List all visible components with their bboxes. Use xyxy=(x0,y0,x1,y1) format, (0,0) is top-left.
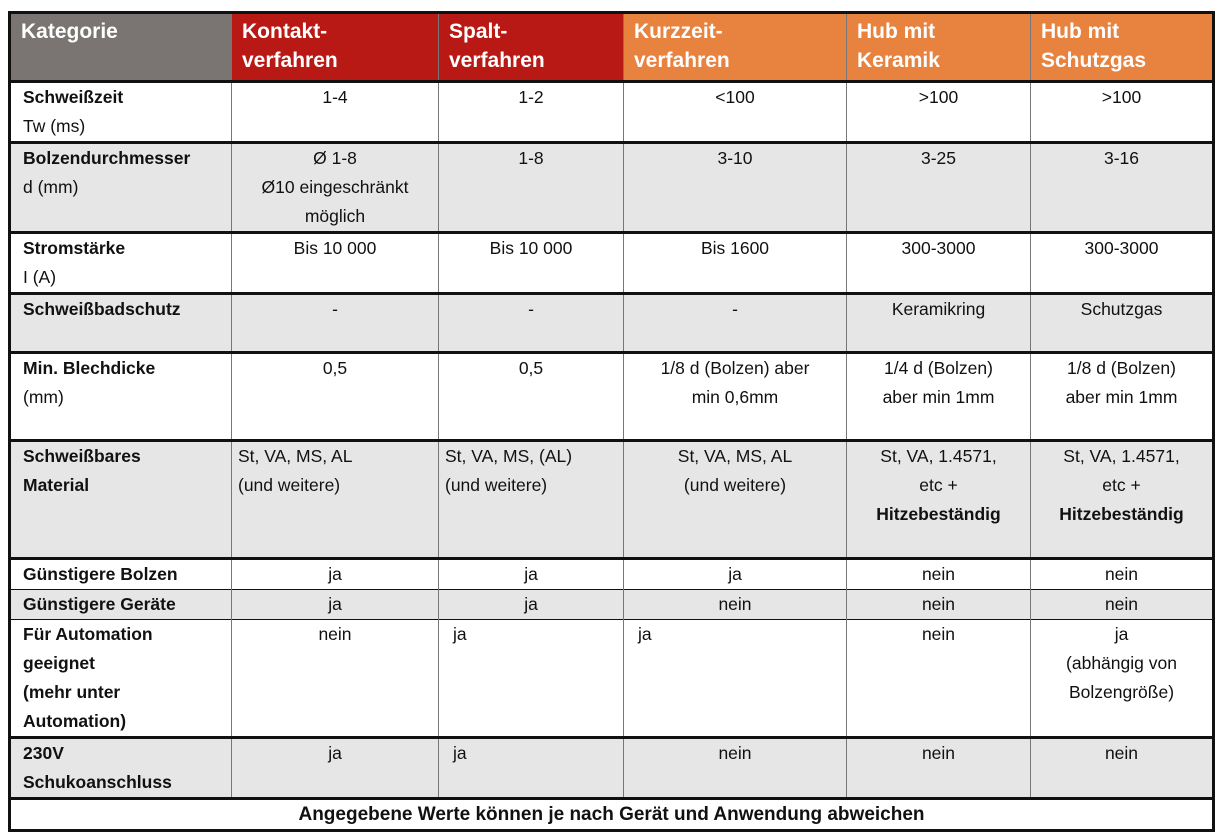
cell: nein xyxy=(1031,590,1214,620)
table-footer-row xyxy=(10,799,1214,831)
table-row-stromstaerke xyxy=(10,233,1214,294)
cell: ja xyxy=(439,590,624,620)
cell: ja xyxy=(232,559,439,590)
row-label: Günstigere Geräte xyxy=(10,590,232,620)
cell: ja (abhängig von Bolzengröße) xyxy=(1031,620,1214,738)
cell: - xyxy=(232,294,439,353)
welding-comparison-table xyxy=(8,11,1215,832)
cell: nein xyxy=(1031,559,1214,590)
cell: nein xyxy=(847,559,1031,590)
row-label: Bolzendurchmesser d (mm) xyxy=(10,143,232,233)
table-row-fuer-automation xyxy=(10,620,1214,738)
cell: >100 xyxy=(1031,82,1214,143)
cell: nein xyxy=(847,620,1031,738)
header-kurzzeitverfahren: Kurzzeit- verfahren xyxy=(624,13,847,82)
header-hub-keramik: Hub mit Keramik xyxy=(847,13,1031,82)
table-row-230v-schukoanschluss xyxy=(10,738,1214,799)
cell: - xyxy=(624,294,847,353)
cell: Bis 10 000 xyxy=(232,233,439,294)
cell: 3-16 xyxy=(1031,143,1214,233)
footer-note: Angegebene Werte können je nach Gerät und Anwendung abweichen xyxy=(10,799,1214,831)
cell: Bis 1600 xyxy=(624,233,847,294)
cell: 1/8 d (Bolzen) aber min 0,6mm xyxy=(624,353,847,441)
cell: St, VA, MS, AL (und weitere) xyxy=(624,441,847,559)
table-row-schweissbadschutz xyxy=(10,294,1214,353)
cell: Ø 1-8 Ø10 eingeschränkt möglich xyxy=(232,143,439,233)
cell: nein xyxy=(232,620,439,738)
table-row-min-blechdicke xyxy=(10,353,1214,441)
header-hub-schutzgas: Hub mit Schutzgas xyxy=(1031,13,1214,82)
cell: 1-8 xyxy=(439,143,624,233)
row-label: 230V Schukoanschluss xyxy=(10,738,232,799)
cell: nein xyxy=(1031,738,1214,799)
cell: ja xyxy=(624,620,847,738)
cell: 1-2 xyxy=(439,82,624,143)
cell: nein xyxy=(847,738,1031,799)
cell: 3-10 xyxy=(624,143,847,233)
header-category: Kategorie xyxy=(10,13,232,82)
cell: 3-25 xyxy=(847,143,1031,233)
cell: 300-3000 xyxy=(1031,233,1214,294)
cell: Bis 10 000 xyxy=(439,233,624,294)
table-row-guenstigere-bolzen xyxy=(10,559,1214,590)
cell: 1-4 xyxy=(232,82,439,143)
cell: 0,5 xyxy=(232,353,439,441)
row-label: Schweißzeit Tw (ms) xyxy=(10,82,232,143)
cell: <100 xyxy=(624,82,847,143)
cell: - xyxy=(439,294,624,353)
cell: >100 xyxy=(847,82,1031,143)
row-label: Günstigere Bolzen xyxy=(10,559,232,590)
row-label: Min. Blechdicke (mm) xyxy=(10,353,232,441)
table-row-schweisszeit xyxy=(10,82,1214,143)
cell: 1/8 d (Bolzen) aber min 1mm xyxy=(1031,353,1214,441)
row-label: Stromstärke I (A) xyxy=(10,233,232,294)
cell: St, VA, 1.4571, etc + Hitzebeständig xyxy=(847,441,1031,559)
cell: St, VA, MS, (AL) (und weitere) xyxy=(439,441,624,559)
cell: ja xyxy=(439,559,624,590)
header-spaltverfahren: Spalt- verfahren xyxy=(439,13,624,82)
table-row-guenstigere-geraete xyxy=(10,590,1214,620)
row-label: Schweißbares Material xyxy=(10,441,232,559)
table-row-bolzendurchmesser xyxy=(10,143,1214,233)
cell: 300-3000 xyxy=(847,233,1031,294)
row-label: Für Automation geeignet (mehr unter Automation) xyxy=(10,620,232,738)
row-label: Schweißbadschutz xyxy=(10,294,232,353)
table-row-schweissbares-material xyxy=(10,441,1214,559)
cell: nein xyxy=(847,590,1031,620)
cell: ja xyxy=(232,590,439,620)
cell: 0,5 xyxy=(439,353,624,441)
cell: ja xyxy=(232,738,439,799)
header-row xyxy=(10,13,1214,82)
cell: ja xyxy=(439,738,624,799)
cell: St, VA, 1.4571, etc + Hitzebeständig xyxy=(1031,441,1214,559)
cell: Keramikring xyxy=(847,294,1031,353)
cell: nein xyxy=(624,590,847,620)
cell: ja xyxy=(624,559,847,590)
cell: 1/4 d (Bolzen) aber min 1mm xyxy=(847,353,1031,441)
header-kontaktverfahren: Kontakt- verfahren xyxy=(232,13,439,82)
cell: St, VA, MS, AL (und weitere) xyxy=(232,441,439,559)
cell: nein xyxy=(624,738,847,799)
cell: ja xyxy=(439,620,624,738)
cell: Schutzgas xyxy=(1031,294,1214,353)
